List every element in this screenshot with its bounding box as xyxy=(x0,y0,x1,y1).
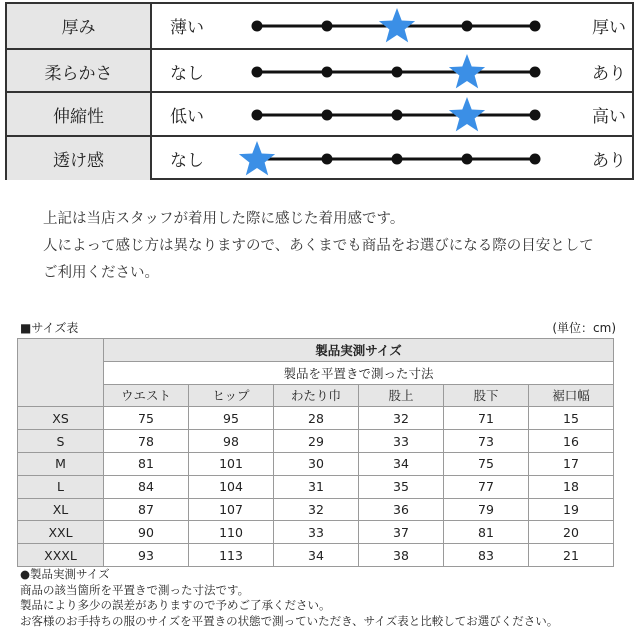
scale-dot xyxy=(530,66,541,77)
footer-line: 商品の該当箇所を平置きで測った寸法です。 xyxy=(20,582,250,597)
column-header: ウエスト xyxy=(104,384,189,407)
table-cell: 77 xyxy=(444,475,529,498)
table-cell: 15 xyxy=(529,407,614,430)
table-cell: 16 xyxy=(529,430,614,453)
size-label: S xyxy=(18,430,104,453)
scale-dot xyxy=(530,21,541,32)
feel-scale xyxy=(7,50,632,94)
feel-label: 透け感 xyxy=(7,137,152,181)
scale-dot xyxy=(392,153,403,164)
table-cell: 83 xyxy=(444,544,529,567)
feel-right-label: あり xyxy=(592,63,626,84)
table-cell: 107 xyxy=(189,498,274,521)
feel-row-softness xyxy=(7,48,632,94)
table-cell: 33 xyxy=(359,430,444,453)
note-line: 人によって感じ方は異なりますので、あくまでも商品をお選びになる際の目安として xyxy=(43,238,594,254)
scale-dot xyxy=(322,110,333,121)
star-icon xyxy=(379,8,415,42)
table-cell: 84 xyxy=(104,475,189,498)
table-cell: 90 xyxy=(104,521,189,544)
scale-dot xyxy=(462,153,473,164)
feel-left-label: なし xyxy=(170,63,204,84)
table-cell: 110 xyxy=(189,521,274,544)
column-header: ヒップ xyxy=(189,384,274,407)
table-cell: 87 xyxy=(104,498,189,521)
table-cell: 37 xyxy=(359,521,444,544)
table-cell: 32 xyxy=(274,498,359,521)
scale-dot xyxy=(530,153,541,164)
scale-dot xyxy=(252,21,263,32)
size-table xyxy=(17,338,614,567)
table-cell: 33 xyxy=(274,521,359,544)
table-cell: 93 xyxy=(104,544,189,567)
table-cell: 104 xyxy=(189,475,274,498)
feel-row-thickness xyxy=(7,4,632,48)
table-row xyxy=(18,430,614,453)
table-cell: 20 xyxy=(529,521,614,544)
column-header: 裾口幅 xyxy=(529,384,614,407)
size-table-subtitle: 製品を平置きで測った寸法 xyxy=(104,361,614,384)
table-cell: 30 xyxy=(274,452,359,475)
size-label: XXXL xyxy=(18,544,104,567)
table-cell: 31 xyxy=(274,475,359,498)
feel-left-label: なし xyxy=(170,150,204,171)
scale-dot xyxy=(392,110,403,121)
table-cell: 21 xyxy=(529,544,614,567)
feel-right-label: あり xyxy=(592,150,626,171)
feel-left-label: 薄い xyxy=(170,18,204,39)
star-icon xyxy=(449,54,485,88)
note-line: 上記は当店スタッフが着用した際に感じた着用感です。 xyxy=(43,211,405,227)
size-table-unit: (単位：cm) xyxy=(552,321,616,335)
table-cell: 101 xyxy=(189,452,274,475)
table-cell: 79 xyxy=(444,498,529,521)
column-header: 股下 xyxy=(444,384,529,407)
feel-right-label: 高い xyxy=(592,107,626,128)
table-cell: 81 xyxy=(104,452,189,475)
table-cell: 71 xyxy=(444,407,529,430)
feel-table xyxy=(5,2,634,180)
star-icon xyxy=(449,97,485,131)
table-cell: 34 xyxy=(359,452,444,475)
column-header: 股上 xyxy=(359,384,444,407)
table-cell: 113 xyxy=(189,544,274,567)
table-row xyxy=(18,475,614,498)
table-cell: 29 xyxy=(274,430,359,453)
size-label: XL xyxy=(18,498,104,521)
scale-dot xyxy=(462,21,473,32)
feel-note xyxy=(43,206,594,287)
table-cell: 98 xyxy=(189,430,274,453)
table-cell: 19 xyxy=(529,498,614,521)
table-cell: 28 xyxy=(274,407,359,430)
table-row xyxy=(18,521,614,544)
table-cell: 38 xyxy=(359,544,444,567)
feel-scale xyxy=(7,137,632,181)
table-cell: 75 xyxy=(104,407,189,430)
table-cell: 95 xyxy=(189,407,274,430)
column-header: わたり巾 xyxy=(274,384,359,407)
table-row xyxy=(18,544,614,567)
scale-dot xyxy=(322,66,333,77)
table-cell: 34 xyxy=(274,544,359,567)
scale-dot xyxy=(322,21,333,32)
table-cell: 73 xyxy=(444,430,529,453)
table-cell: 17 xyxy=(529,452,614,475)
feel-label: 伸縮性 xyxy=(7,93,152,137)
feel-label: 柔らかさ xyxy=(7,50,152,94)
size-label: L xyxy=(18,475,104,498)
scale-dot xyxy=(252,110,263,121)
note-line: ご利用ください。 xyxy=(43,265,159,281)
footer-line: ●製品実測サイズ xyxy=(20,567,110,581)
table-row xyxy=(18,407,614,430)
table-cell: 32 xyxy=(359,407,444,430)
feel-scale xyxy=(7,93,632,137)
table-cell: 81 xyxy=(444,521,529,544)
table-row xyxy=(18,452,614,475)
table-cell: 35 xyxy=(359,475,444,498)
footer-line: 製品により多少の誤差がありますので予めご了承ください。 xyxy=(20,598,331,613)
feel-row-sheerness xyxy=(7,135,632,181)
feel-label: 厚み xyxy=(7,4,152,48)
scale-dot xyxy=(322,153,333,164)
scale-dot xyxy=(530,110,541,121)
table-corner xyxy=(18,339,104,407)
size-label: XS xyxy=(18,407,104,430)
feel-row-stretch xyxy=(7,91,632,137)
star-icon xyxy=(239,141,275,175)
size-label: XXL xyxy=(18,521,104,544)
footer-line: お客様のお手持ちの服のサイズを平置きの状態で測っていただき、サイズ表と比較してお選びください。 xyxy=(20,613,559,628)
feel-left-label: 低い xyxy=(170,107,204,128)
feel-right-label: 厚い xyxy=(592,18,626,39)
table-cell: 18 xyxy=(529,475,614,498)
scale-dot xyxy=(252,66,263,77)
table-cell: 78 xyxy=(104,430,189,453)
table-cell: 75 xyxy=(444,452,529,475)
size-table-title: 製品実測サイズ xyxy=(104,339,614,362)
scale-dot xyxy=(392,66,403,77)
size-table-caption: ■サイズ表 xyxy=(20,321,79,335)
size-label: M xyxy=(18,452,104,475)
size-footer-notes xyxy=(20,567,558,629)
feel-scale xyxy=(7,4,632,48)
table-cell: 36 xyxy=(359,498,444,521)
table-row xyxy=(18,498,614,521)
